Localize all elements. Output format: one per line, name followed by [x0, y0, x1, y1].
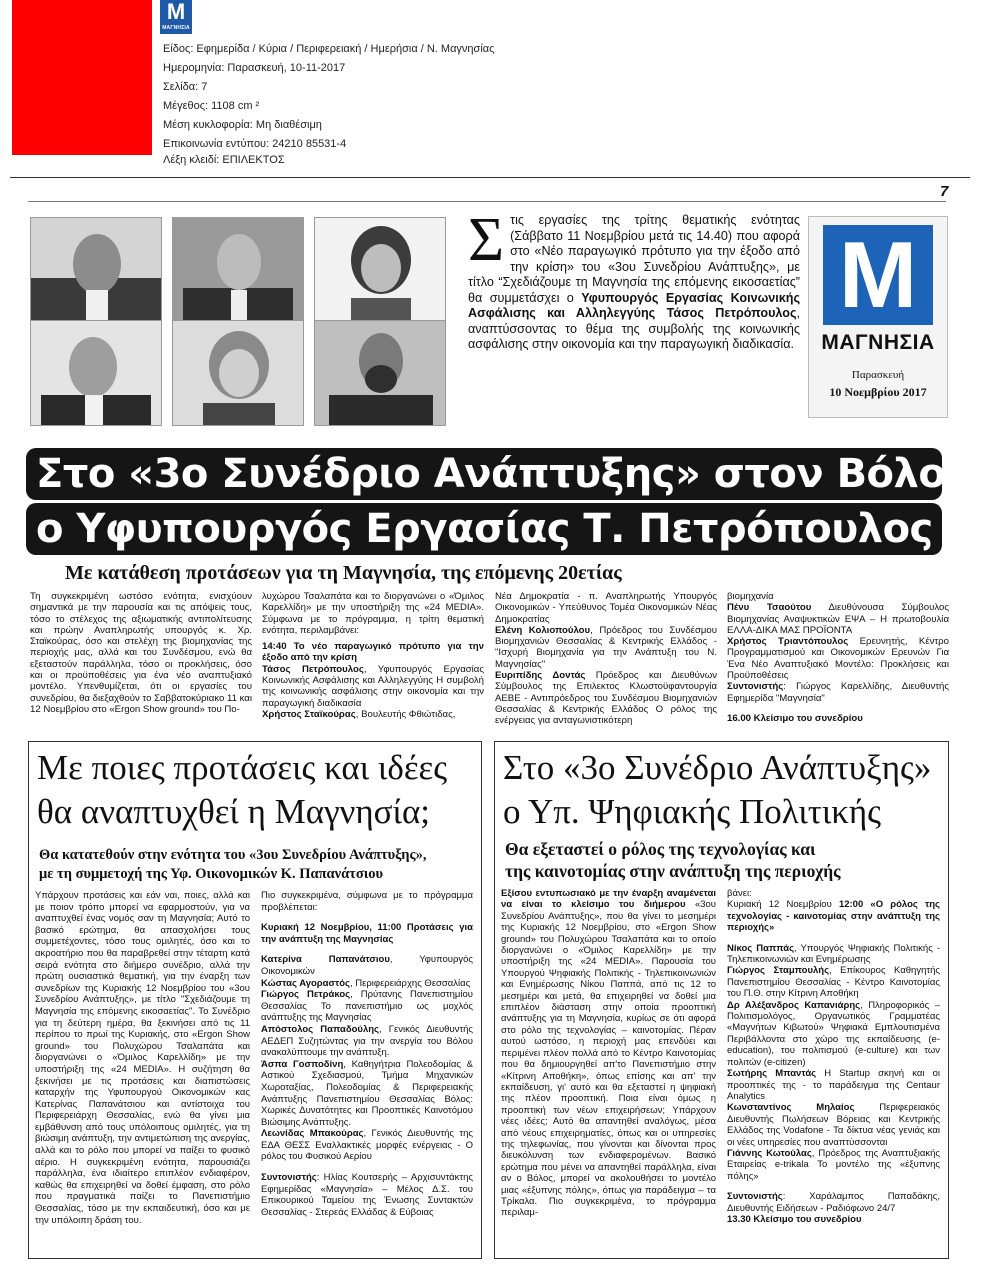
article-right-col2-text-b: Κυριακή 12 Νοεμβρίου — [727, 899, 839, 911]
main-col4-closing: 16.00 Κλείσιμο του συνεδρίου — [727, 712, 863, 724]
article-right-col2-name-5: Κωνσταντίνος Μηλαίος — [727, 1102, 855, 1114]
intro-text-b: , αναπτύσσοντας το θέμα της συμβολής της κοινωνικής ασφάλισης στην οικονομία και την παραγωγική διαδικασία. — [468, 306, 800, 351]
meta-keyword: Λέξη κλειδί: ΕΠΙΛΕΚΤΟΣ — [163, 154, 285, 166]
meta-contact: Επικοινωνία εντύπου: 24210 85531-4 — [163, 138, 347, 150]
main-col1-text: Τη συγκεκριμένη ωστόσο ενότητα, ενισχύουν σημαντικά με την παρουσία και τις απόψεις τους, τόσο το στέλεχος της αξιωματικής αντιπολίτευσης και πρώην Αναπληρωτής υπουργός κ. Χρ. Σταϊκούρας, όσο και στελέχη της βιομηχανίας της περιοχής μας, αλλά και του Συνδέσμου, ενώ θα εξεταστούν παράλληλα, τόσο οι προκλήσεις, όσο και οι προϋποθέσεις για ένα νέο αναπτυξιακό μοντέλο. Υπενθυμίζεται, ότι οι εργασίες του συνεδρίου, θα διεξαχθούν το Σαββατοκύριακο 11 και 12 Νοεμβρίου στο «Ergon Show ground» του Πο- — [30, 591, 252, 715]
article-left-subtitle-1: Θα κατατεθούν στην ενότητα του «3ου Συνεδρίου Ανάπτυξης», — [39, 847, 427, 863]
logo-letter: M — [166, 0, 186, 24]
article-left-col2-name-1: Κατερίνα Παπανάτσιου — [261, 954, 390, 966]
main-col3-text-c: Πρόεδρος και Διευθύνων Σύμβουλος της Επιλεκτος Κλωστοϋφαντουργία ΑΕΒΕ - Αντιπρόεδρος του Συνδέσμου Βιομηχανιών Θεσσαλίας & Κεντρικής Ελλάδος Ο ρόλος της ενέργειας για ανταγωνιστικότερη — [495, 670, 717, 727]
article-right-col2-schedule: 12:00 «Ο ρόλος της τεχνολογίας - καινοτομίας στην ανάπτυξη της περιοχής» — [727, 899, 940, 934]
article-right-subtitle-1: Θα εξεταστεί ο ρόλος της τεχνολογίας και — [505, 839, 816, 859]
main-col2-name-1: Τάσος Πετρόπουλος — [262, 663, 364, 675]
article-right-col1-lead: Εξίσου εντυπωσιακό με την έναρξη αναμένεται να είναι το κλείσιμο του διήμερου — [501, 888, 716, 911]
meta-size: Μέγεθος: 1108 cm ² — [163, 100, 260, 112]
article-right-col2-name-3: Δρ Αλέξανδρος Καπανιάρης — [727, 999, 861, 1011]
brand-name: ΜΑΓΝΗΣΙΑ — [821, 331, 935, 354]
main-col4-name-1: Πένυ Τσαούτου — [727, 602, 812, 614]
main-col4-text-c: Ερευνητής, Κέντρο Προγραμματισμού και Οικονομικών Ερευνών Για Ένα Νέο Αναπτυξιακό Μοντέλο: Προκλήσεις και Προϋποθέσεις — [727, 636, 949, 682]
article-left-title-2: θα αναπτυχθεί η Μαγνησία; — [37, 792, 431, 831]
meta-type: Είδος: Εφημερίδα / Κύρια / Περιφερειακή / Ημερήσια / Ν. Μαγνησίας — [163, 43, 495, 55]
article-left-col2-text-e: , Πρύτανης Πανεπιστημίου Θεσσαλίας Το πανεπιστήμιο ως μοχλός ανάπτυξης της Μαγνησίας — [261, 989, 473, 1024]
article-right-box — [494, 741, 949, 1259]
headline-subhead: Με κατάθεση προτάσεων για τη Μαγνησία, της επόμενης 20ετίας — [65, 562, 622, 584]
portrait-photo-4 — [30, 320, 162, 426]
article-right-col2-name-1: Νίκος Παππάς — [727, 942, 795, 954]
article-left-column-2 — [261, 890, 473, 1218]
main-column-4 — [727, 591, 949, 724]
article-right-col2-text-e: , Πληροφορικός – Πολιτισμολόγος, Οργανωτικός Γραμματέας «Μαγνήτων Κιβωτού» Ψηφιακά Εμπλουτισμένα Περιβάλλοντα στο χώρο της εκπαίδευσης (e-education), του πολιτισμού (e-culture) και των πολιτών (e-citizen) — [727, 999, 940, 1068]
article-left-col2-text-g: , Καθηγήτρια Πολεοδομίας & Αστικού Σχεδιασμού, Τμήμα Μηχανικών Χωροταξίας, Πολεοδομίας & Περιφερειακής Ανάπτυξης Πανεπιστημίου Θεσσαλίας Βόλος: Χωρικές Δυνατότητες και Προοπτικές Καινοτόμου Βιώσιμης Ανάπτυξης. — [261, 1058, 473, 1128]
brand-date: 10 Νοεμβρίου 2017 — [829, 385, 927, 399]
portrait-photo-1 — [30, 217, 162, 323]
article-right-col2-label-moderator: Συντονιστής — [727, 1191, 783, 1203]
logo-label: ΜΑΓΝΗΣΙΑ — [162, 25, 190, 31]
article-right-column-1 — [501, 888, 716, 1219]
article-left-col1-text: Υπάρχουν προτάσεις και εάν ναι, ποιες, αλλά και με ποιον τρόπο μπορεί να εφαρμοστούν, για να αναπτυχθεί ένας νομός σαν τη Μαγνησία; Αυτό το βασικό ερώτημα, θα απασχολήσει τους συμμετέχοντες, τόσο τους ομιλητές, όσο και το ακροατήριο που θα παραβρεθεί στην τέταρτη κατά σειρά ενότητα στο διήμερο συνέδριο, αλλά την πρώτη ουσιαστικά θεματική, για την έναρξη των συνεδρίων της Κυριακής 12 Νοεμβρίου του «3ου Συνεδρίου Ανάπτυξης», με τίτλο "Σχεδιάζουμε τη Μαγνησία της επόμενης εικοσαετίας". Το Συνέδριο για τη δεύτερη ημέρα, θα ξεκινήσει από τις 11 περίπου το πρωί της Κυριακής, στο «Ergon Show ground» του Πολυχώρου Τσαλαπάτα και διοργανώνει ο «Όμιλος Καρελλίδη» με την υποστήριξη της «24 MEDIA». Η συζήτηση θα ξεκινήσει με τις προτάσεις και διαπιστώσεις καταρχήν της Υφυπουργού Οικονομικών κας Κατερίνας Παπανάτσιου και αντίστοιχα του Περιφερειάρχη Θεσσαλίας, ενώ θα γίνει μια εμβάθυνση από τους υπόλοιπους ομιλητές, για τη βιώσιμη ανάπτυξη, την αντιμετώπιση της ανεργίας, αλλά και το ρόλο που μπορεί να παίξει το φυσικό αέριο. Η συγκεκριμένη ενότητα, παρουσιάζει παράλληλα, ένα ιδιαίτερο επιπλέον ενδιαφέρον, καθώς θα επιχειρηθεί να δοθεί έμφαση, στο ρόλο που πραγματικά παίζει το Πανεπιστήμιο Θεσσαλίας, τόσο με την εκπαιδευτική, όσο και με την υπόλοιπη δράση του. — [35, 890, 250, 1226]
main-column-2 — [262, 591, 484, 720]
article-right-col2-text-f: Η Startup σκηνή και οι προοπτικές της - το παράδειγμα της Centaur Analytics — [727, 1068, 941, 1102]
main-col2-text-d: , Βουλευτής Φθιώτιδας, — [355, 708, 456, 720]
article-left-col2-text-d: , Περιφερειάρχης Θεσσαλίας — [350, 977, 471, 989]
main-col2-text-b: 14:40 Το νέο παραγωγικό πρότυπο για την έξοδο από την κρίση — [262, 641, 484, 664]
article-left-col2-name-5: Άσπα Γοσποδίνη — [261, 1058, 344, 1070]
main-col4-label-moderator: Συντονιστής — [727, 681, 784, 693]
article-left-col2-name-6: Λεωνίδας Μπακούρας — [261, 1128, 364, 1140]
main-col2-name-2: Χρήστος Σταϊκούρας — [262, 708, 356, 720]
article-left-box — [28, 741, 482, 1259]
article-left-title-1: Με ποιες προτάσεις και ιδέες — [37, 748, 448, 787]
article-right-col2-name-6: Γιάννης Κωτούλας — [727, 1147, 812, 1159]
main-column-1 — [30, 591, 252, 715]
article-right-col2-text-d: , Επίκουρος Καθηγητής Πανεπιστημίου Θεσσαλίας - Κέντρο Καινοτομίας του Π.Θ. στην Κίτρινη Αποθήκη — [727, 965, 940, 1000]
page-top-rule — [28, 201, 946, 202]
article-right-col2-name-2: Γιώργος Σταμπουλής — [727, 965, 830, 977]
redacted-block — [12, 0, 152, 155]
newspaper-brand-box — [808, 216, 948, 418]
page-number: 7 — [940, 183, 949, 200]
header-divider — [10, 177, 970, 178]
article-left-col2-name-4: Απόστολος Παπαδούλης — [261, 1023, 379, 1035]
article-left-col2-name-3: Γιώργος Πετράκος — [261, 989, 351, 1001]
brand-logo-letter: M — [823, 225, 933, 325]
intro-text-bold: Υφυπουργός Εργασίας Κοινωνικής Ασφάλισης και Αλληλεγγύης Τάσος Πετρόπουλος — [468, 290, 800, 320]
main-col4-text-a: βιομηχανία — [727, 591, 774, 602]
intro-text-a: τις εργασίες της τρίτης θεματικής ενότητας (Σάββατο 11 Νοεμβρίου μετά τις 14.40) που αφορά στο «Νέο παραγωγικό πρότυπο για την έξοδο από την κρίση» του «3ου Συνεδρίου Ανάπτυξης», με τίτλο “Σχεδιάζουμε τη Μαγνησία της επόμενης εικοσαετίας” θα συμμετάσχει ο — [468, 213, 800, 305]
article-left-col2-text-i: : Ηλίας Κουτσερής – Αρχισυντάκτης Εφημερίδας «Μαγνησία» – Μέλος Δ.Σ. του Επικουρικού Ταμείου της Ένωσης Συντακτών Θεσσαλίας - Στερεάς Ελλάδας & Εύβοιας — [261, 1172, 473, 1218]
article-right-col2-text-h: , Πρόεδρος της Αναπτυξιακής Εταιρείας e-trikala Το μοντέλο της «έξυπνης πόλης» — [727, 1147, 940, 1182]
headline-line-2: ο Υφυπουργός Εργασίας Τ. Πετρόπουλος — [26, 503, 942, 555]
article-left-col2-label-moderator: Συντονιστής — [261, 1172, 317, 1184]
meta-page: Σελίδα: 7 — [163, 81, 208, 93]
article-right-col1-text: «3ου Συνεδρίου Ανάπτυξης», που θα γίνει το μεσημέρι της Κυριακής 12 Νοεμβρίου, στο «Ergon Show ground» του Πολυχώρου Τσαλαπάτα και το οποίο διοργανώνει ο «Όμιλος Καρελλίδη» με την υποστήριξη της «24 MEDIA». Παρουσία του Υπουργού Ψηφιακής Πολιτικής - Τηλεπικοινωνιών και Ενημέρωσης Νίκου Παππά, από τις 12 το μεσημέρι και μετά, θα επιχειρηθεί να δοθεί μια επιπλέον διάσταση στην οποία προοπτική ανάπτυξης για τη Μαγνησία, κυρίως σε ότι αφορά στο ρόλο της τεχνολογίας – καινοτομίας. Πέραν αυτού ωστόσο, η περιοχή μας επενδύει και περιμένει πλέον πολλά από το Κέντρο Καινοτομίας που θα δημιουργηθεί απ'το Πανεπιστήμιο στην «Κίτρινη Αποθήκη», όπως επίσης και απ' την εκπαίδευση, γι' αυτό και θα εξεταστεί η ψηφιακή της πλέον προοπτική. Ποια είναι όμως η προοπτική των νέων επιχειρήσεων; Υπάρχουν νέες ιδέες; Αυτό θα απαντηθεί αναλόγως, μέσα από νέους επιχειρηματίες, όπως και οι υπηρεσίες της τηλεφωνίας, που γίνονται και δίνονται προς διευκόλυνση των ενδιαφερομένων. Βασικό ερώτημα που μένει να απαντηθεί παράλληλα, είναι αν ο Βόλος, μπορεί να ακολουθήσει το μοντέλο μιας «έξυπνης πόλης», όπως για παράδειγμα – τα Τρίκαλα. Πιο συγκεκριμένα, το πρόγραμμα περιλαμ- — [501, 899, 716, 1219]
portrait-photo-3 — [314, 217, 446, 323]
intro-dropcap: Σ — [468, 206, 505, 274]
article-left-col2-name-2: Κώστας Αγοραστός — [261, 977, 351, 989]
article-right-col2-text-c: , Υπουργός Ψηφιακής Πολιτικής - Τηλεπικοινωνιών και Ενημέρωσης — [727, 942, 940, 966]
article-right-col2-text-a: βάνει: — [727, 888, 752, 899]
publication-logo — [160, 0, 192, 34]
portrait-photo-5 — [172, 320, 304, 426]
article-right-column-2 — [727, 888, 940, 1225]
main-col4-name-2: Χρήστος Τριαντόπουλος — [727, 636, 849, 648]
main-col3-text-b: , Πρόεδρος του Συνδέσμου Βιομηχανιών Θεσσαλίας & Κεντρικής Ελλάδος - "Ισχυρή Βιομηχανία για την Ανάπτυξη του Ν. Μαγνησίας" — [495, 624, 717, 670]
article-right-title-1: Στο «3ο Συνέδριο Ανάπτυξης» — [503, 748, 932, 787]
main-col4-text-b: Διευθύνουσα Σύμβουλος Βιομηχανίας Αναψυκτικών ΕΨΑ – Η πρωτοβουλία ΕΛΛΑ-ΔΙΚΑ ΜΑΣ ΠΡΟΪΟΝΤΑ — [727, 602, 949, 636]
article-right-col2-text-g: Περιφερειακός Διευθυντής Πωλήσεων Βόρειας και Κεντρικής Ελλάδος της Vodafone - Τα δίκτυα νέας γενιάς και οι νέες υπηρεσίες που αναπτύσσονται — [727, 1102, 940, 1148]
article-right-col2-closing: 13.30 Κλείσιμο του συνεδρίου — [727, 1213, 862, 1225]
article-left-col2-text-c: , Υφυπουργός Οικονομικών — [261, 954, 473, 977]
main-col2-text-a: λυχώρου Τσαλαπάτα και το διοργανώνει ο «Όμιλος Καρελλίδη» με την υποστήριξη της «24 MEDIA». Σύμφωνα με το πρόγραμμα, η τρίτη θεματική ενότητα, περιλαμβάνει: — [262, 591, 484, 636]
main-col2-text-c: , Υφυπουργός Εργασίας Κοινωνικής Ασφάλισης και Αλληλεγγύης Η συμβολή της κοινωνικής ασφάλισης στην οικονομία και την παραγωγική διαδικασία — [262, 663, 484, 709]
article-left-subtitle-2: με τη συμμετοχή της Υφ. Οικονομικών Κ. Παπανάτσιου — [39, 866, 384, 882]
intro-paragraph — [468, 206, 800, 353]
article-left-col2-text-a: Πιο συγκεκριμένα, σύμφωνα με το πρόγραμμα προβλέπεται: — [261, 890, 473, 913]
portrait-photo-6 — [314, 320, 446, 426]
main-col3-name-2: Ευριπίδης Δοντάς — [495, 670, 586, 682]
article-right-col2-text-i: : Χαράλαμπος Παπαδάκης, Διευθυντής Ειδήσεων - Ραδιόφωνο 24/7 — [727, 1191, 940, 1214]
meta-date: Ημερομηνία: Παρασκευή, 10-11-2017 — [163, 62, 346, 74]
article-left-col2-text-h: , Γενικός Διευθυντής της ΕΔΑ ΘΕΣΣ Εναλλακτικές μορφές ενέργειας - Ο ρόλος του Φυσικού Αερίου — [261, 1128, 473, 1163]
brand-day: Παρασκευή — [851, 369, 905, 381]
article-right-title-2: ο Υπ. Ψηφιακής Πολιτικής — [503, 792, 882, 831]
main-column-3 — [495, 591, 717, 727]
meta-circulation: Μέση κυκλοφορία: Μη διαθέσιμη — [163, 119, 322, 131]
clipping-metadata — [163, 40, 494, 154]
main-col4-text-d: : Γιώργος Καρελλίδης, Διευθυντής Εφημερίδα "Μαγνησία" — [727, 681, 949, 704]
article-left-col2-text-f: , Γενικός Διευθυντής ΑΕΔΕΠ Συζητώντας για την ανεργία του Βόλου ανακαλύπτουμε την ανάπτυξη. — [261, 1023, 474, 1059]
article-left-col2-schedule: Κυριακή 12 Νοεμβρίου, 11:00 Προτάσεις για την ανάπτυξη της Μαγνησίας — [261, 922, 473, 945]
headline-line-1: Στο «3ο Συνέδριο Ανάπτυξης» στον Βόλο — [26, 448, 942, 500]
main-col3-text-a: Νέα Δημοκρατία - π. Αναπληρωτής Υπουργός Οικονομικών - Υπεύθυνος Τομέα Οικονομικών Νέας Δημοκρατίας — [495, 591, 717, 625]
article-right-subtitle-2: της καινοτομίας στην ανάπτυξη της περιοχής — [505, 861, 841, 881]
portrait-photo-2 — [172, 217, 304, 323]
article-left-column-1 — [35, 890, 250, 1226]
main-col3-name-1: Ελένη Κολιοπούλου — [495, 624, 591, 636]
article-right-col2-name-4: Σωτήρης Μπαντάς — [727, 1068, 817, 1080]
